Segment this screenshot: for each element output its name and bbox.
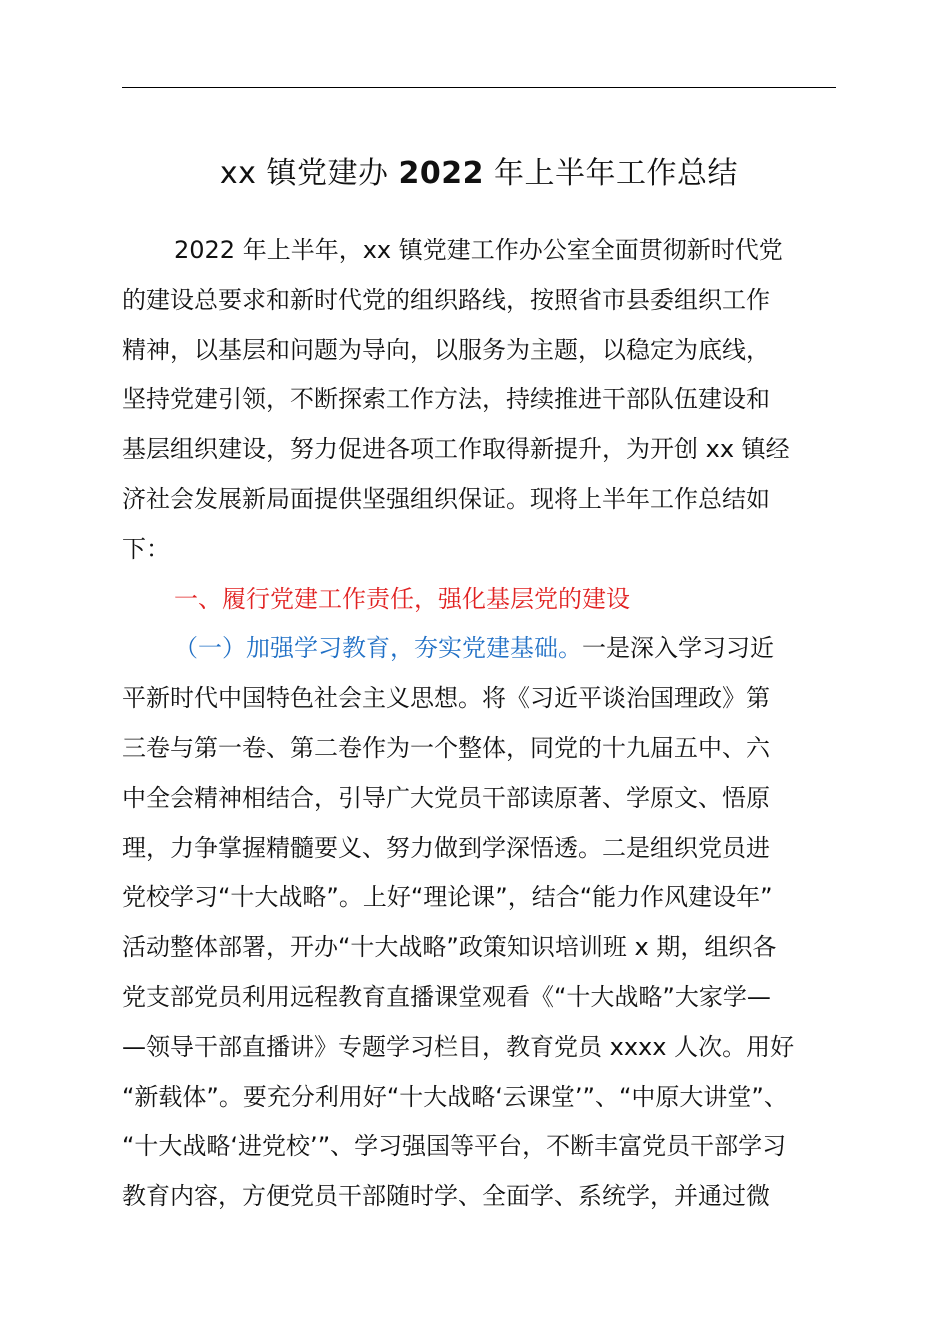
body-line: 三卷与第一卷、第二卷作为一个整体，同党的十九届五中、六 [122,733,770,762]
body-line: “十大战略‘进党校’”、学习强国等平台，不断丰富党员干部学习 [122,1132,787,1161]
body-line: 活动整体部署，开办“十大战略”政策知识培训班 x 期，组织各 [122,933,777,962]
document-body [122,226,842,1222]
header-rule [122,87,836,88]
body-line: 党校学习“十大战略”。上好“理论课”，结合“能力作风建设年” [122,883,773,912]
title-year: 2022 [398,156,485,191]
body-line: 济社会发展新局面提供坚强组织保证。现将上半年工作总结如 [122,484,770,513]
section-heading: 一、履行党建工作责任，强化基层党的建设 [174,584,630,613]
body-line: 中全会精神相结合，引导广大党员干部读原著、学原文、悟原 [122,783,770,812]
body-line: 党支部党员利用远程教育直播课堂观看《“十大战略”大家学— [122,982,771,1011]
body-line: 精神，以基层和问题为导向，以服务为主题，以稳定为底线， [122,335,770,364]
body-line: 教育内容，方便党员干部随时学、全面学、系统学，并通过微 [122,1182,770,1211]
body-line: 基层组织建设，努力促进各项工作取得新提升，为开创 xx 镇经 [122,435,790,464]
body-line: 下： [122,534,170,563]
title-prefix: xx 镇党建办 [219,156,399,191]
body-line: 平新时代中国特色社会主义思想。将《习近平谈治国理政》第 [122,684,770,713]
body-line: 理，力争掌握精髓要义、努力做到学深悟透。二是组织党员进 [122,833,770,862]
subsection-line [122,624,842,674]
body-line: “新载体”。要充分利用好“十大战略‘云课堂’”、“中原大讲堂”、 [122,1082,788,1111]
subsection-text: 一是深入学习习近 [582,634,774,663]
document-title [122,150,836,198]
body-line: 坚持党建引领，不断探索工作方法，持续推进干部队伍建设和 [122,385,770,414]
body-line: 的建设总要求和新时代党的组织路线，按照省市县委组织工作 [122,285,770,314]
body-line: 2022 年上半年，xx 镇党建工作办公室全面贯彻新时代党 [174,236,783,264]
subsection-heading: （一）加强学习教育，夯实党建基础。 [174,634,582,663]
body-line: —领导干部直播讲》专题学习栏目，教育党员 xxxx 人次。用好 [122,1032,795,1061]
title-suffix: 年上半年工作总结 [484,156,739,191]
